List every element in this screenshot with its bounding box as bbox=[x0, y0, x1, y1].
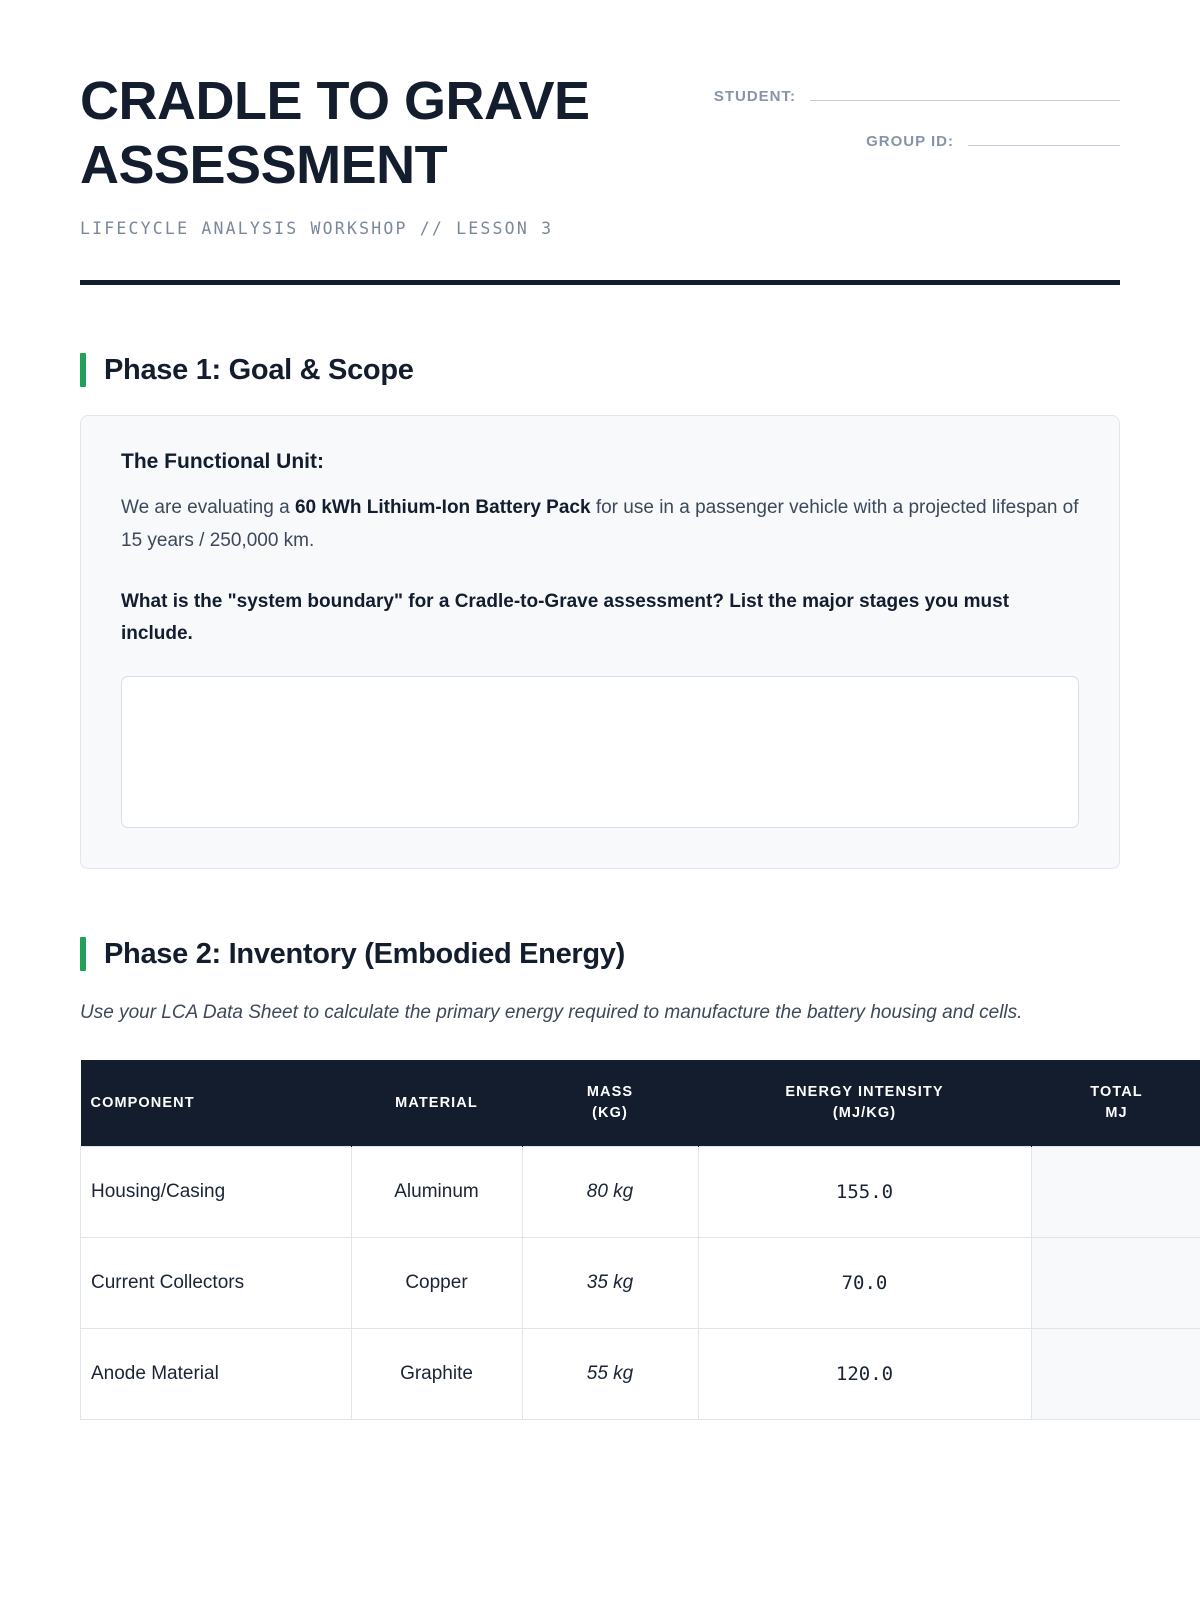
cell-material: Graphite bbox=[351, 1329, 522, 1420]
cell-total-mj-input[interactable] bbox=[1031, 1147, 1200, 1238]
cell-material: Aluminum bbox=[351, 1147, 522, 1238]
phase-2-instruction: Use your LCA Data Sheet to calculate the primary energy required to manufacture the battery housing and cells. bbox=[80, 1002, 1023, 1024]
header-title-block bbox=[80, 70, 680, 238]
section-accent-bar bbox=[80, 937, 86, 971]
student-input[interactable] bbox=[810, 82, 1120, 101]
system-boundary-answer-input[interactable] bbox=[121, 676, 1079, 828]
inventory-table-header bbox=[81, 1060, 1200, 1147]
cell-energy-intensity: 70.0 bbox=[698, 1238, 1031, 1329]
column-header-total-mj: TOTAL MJ bbox=[1031, 1060, 1200, 1147]
section-accent-bar bbox=[80, 353, 86, 387]
phase-1-title: Phase 1: Goal & Scope bbox=[104, 353, 414, 386]
table-row bbox=[81, 1147, 1200, 1238]
phase-1-heading bbox=[80, 353, 1120, 387]
cell-total-mj-input[interactable] bbox=[1031, 1329, 1200, 1420]
group-id-input[interactable] bbox=[968, 127, 1120, 146]
student-field-row bbox=[690, 82, 1120, 105]
table-header-row bbox=[81, 1060, 1200, 1147]
cell-mass: 80 kg bbox=[522, 1147, 698, 1238]
header-fields bbox=[690, 70, 1120, 172]
column-header-component: COMPONENT bbox=[81, 1060, 352, 1147]
group-id-field-row bbox=[690, 127, 1120, 150]
section-phase-1 bbox=[80, 353, 1120, 869]
page-title: CRADLE TO GRAVE ASSESSMENT bbox=[80, 71, 590, 195]
inventory-table-body bbox=[81, 1147, 1200, 1420]
cell-mass: 35 kg bbox=[522, 1238, 698, 1329]
phase-2-title: Phase 2: Inventory (Embodied Energy) bbox=[104, 937, 625, 970]
cell-component: Anode Material bbox=[81, 1329, 352, 1420]
cell-energy-intensity: 120.0 bbox=[698, 1329, 1031, 1420]
cell-mass: 55 kg bbox=[522, 1329, 698, 1420]
header-divider bbox=[80, 280, 1120, 285]
inventory-table bbox=[80, 1060, 1200, 1420]
functional-unit-card bbox=[80, 415, 1120, 869]
student-field-label: STUDENT: bbox=[713, 88, 796, 105]
column-header-material: MATERIAL bbox=[351, 1060, 522, 1147]
system-boundary-question: What is the "system boundary" for a Cradle-to-Grave assessment? List the major stages you must include. bbox=[121, 590, 1010, 645]
functional-unit-text-highlight: 60 kWh Lithium-Ion Battery Pack bbox=[294, 497, 591, 519]
cell-total-mj-input[interactable] bbox=[1031, 1238, 1200, 1329]
cell-energy-intensity: 155.0 bbox=[698, 1147, 1031, 1238]
functional-unit-title: The Functional Unit: bbox=[121, 450, 324, 474]
functional-unit-description bbox=[121, 492, 1079, 557]
cell-component: Current Collectors bbox=[81, 1238, 352, 1329]
functional-unit-text-prefix: We are evaluating a bbox=[121, 497, 295, 519]
functional-unit-text-suffix: for use in a passenger vehicle with a projected lifespan of 15 years / 250,000 km. bbox=[121, 497, 1079, 552]
group-id-field-label: GROUP ID: bbox=[866, 133, 954, 150]
page-subtitle: LIFECYCLE ANALYSIS WORKSHOP // LESSON 3 bbox=[80, 219, 554, 239]
document-header bbox=[80, 70, 1120, 238]
cell-material: Copper bbox=[351, 1238, 522, 1329]
phase-2-heading bbox=[80, 937, 1120, 971]
column-header-mass: MASS (KG) bbox=[522, 1060, 698, 1147]
cell-component: Housing/Casing bbox=[81, 1147, 352, 1238]
table-row bbox=[81, 1238, 1200, 1329]
section-phase-2 bbox=[80, 937, 1143, 1420]
table-row bbox=[81, 1329, 1200, 1420]
column-header-energy-intensity: ENERGY INTENSITY (MJ/KG) bbox=[698, 1060, 1031, 1147]
